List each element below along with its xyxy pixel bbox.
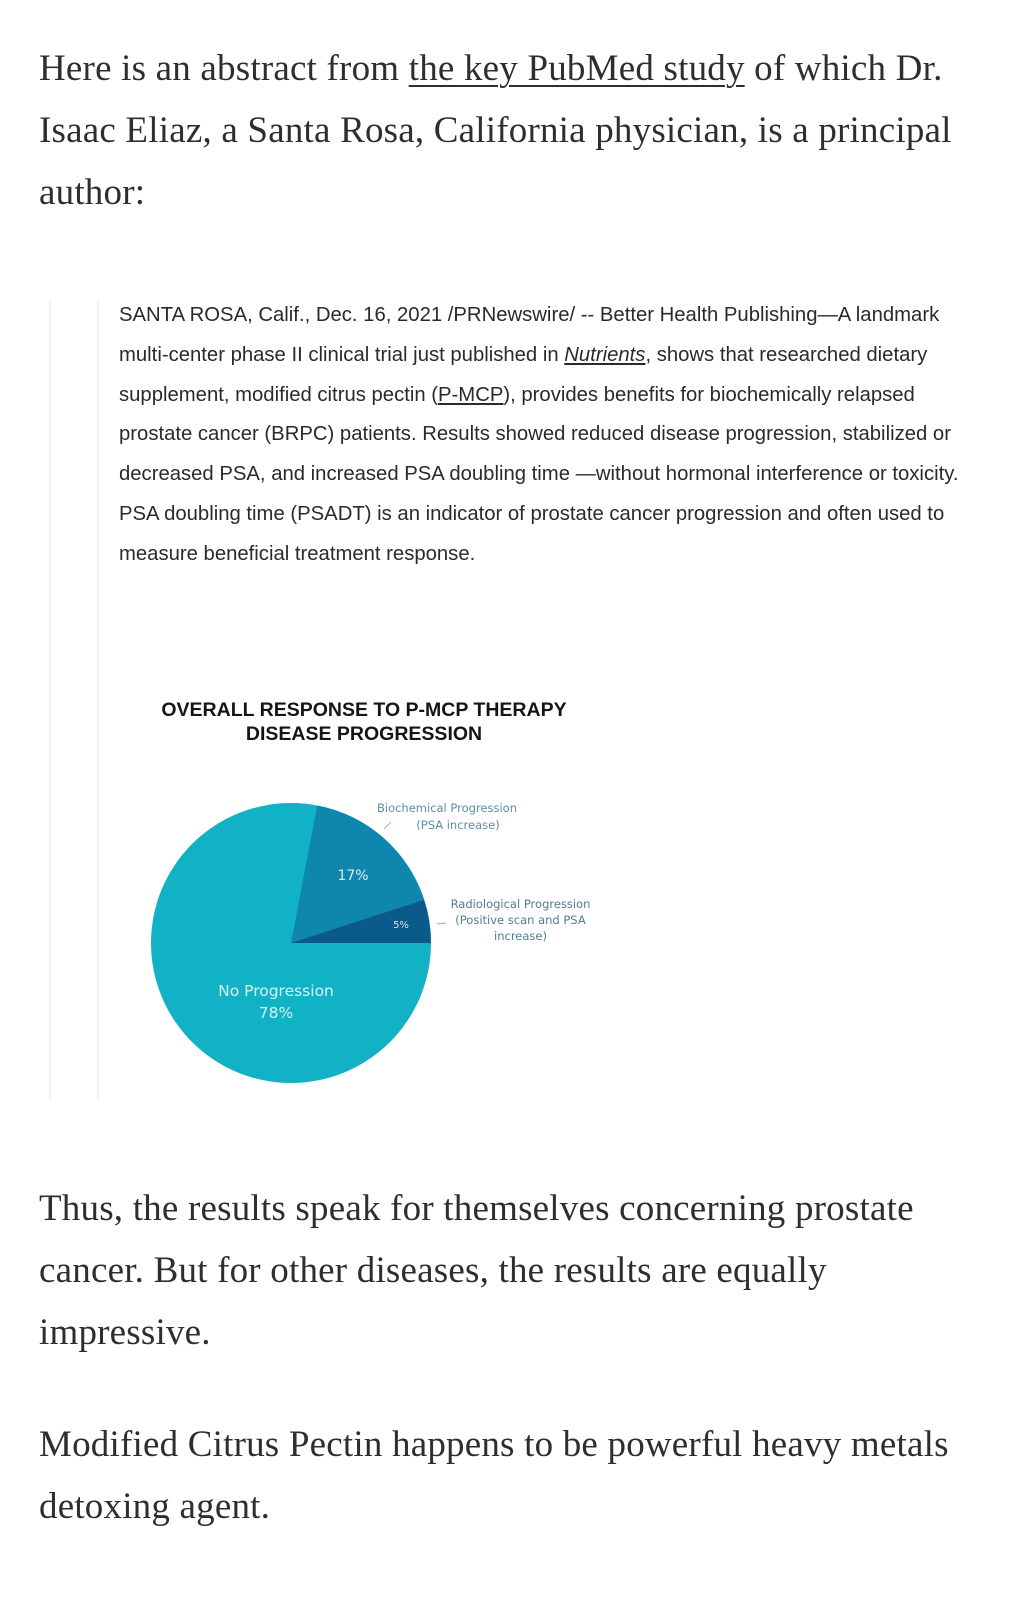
label-pct-no-progression: 78% (258, 1004, 294, 1022)
label-no-progression (196, 980, 356, 1024)
quote-text-1: SANTA ROSA, Calif., Dec. 16, 2021 /PRNewswire/ -- Better Health Publishing—A landmark multi-center phase II clinical trial just published in (119, 304, 940, 366)
label-radiological-line1: Radiological Progression (450, 897, 591, 911)
label-radiological-progression (438, 896, 603, 944)
chart-title-line1: OVERALL RESPONSE TO P-MCP THERAPY (161, 699, 567, 721)
nutrients-link-text: Nutrients (564, 343, 646, 366)
label-biochemical-line1: Biochemical Progression (376, 801, 518, 815)
label-pct-radiological: 5% (393, 920, 409, 931)
label-biochemical-line2: (PSA increase) (416, 818, 500, 832)
pmcp-link[interactable]: P-MCP (438, 383, 504, 406)
intro-text-after: of which Dr. Isaac Eliaz, a Santa Rosa, California physician, is a principal author: (39, 48, 952, 213)
results-paragraph: Thus, the results speak for themselves concerning prostate cancer. But for other diseases, the results are equally impressive. (39, 1188, 914, 1353)
intro-text-before: Here is an abstract from (39, 48, 409, 89)
label-biochemical-progression (362, 800, 532, 834)
quote-text-2: , shows that researched dietary supplement, modified citrus pectin ( (119, 343, 928, 406)
label-pct-biochemical: 17% (337, 868, 369, 884)
quote-text-3: ), provides benefits for biochemically relapsed prostate cancer (BRPC) patients. Results showed reduced disease progression, stabilized or decreased PSA, and increased PSA doubling time —without hormonal interference or toxicity. PSA doubling time (PSADT) is an indicator of prostate cancer progression and often used to measure beneficial treatment response. (119, 383, 959, 565)
label-no-progression-text: No Progression (218, 982, 334, 1000)
mcp-paragraph: Modified Citrus Pectin happens to be powerful heavy metals detoxing agent. (39, 1424, 949, 1527)
label-radiological-line3: increase) (494, 929, 547, 943)
pubmed-study-link[interactable]: the key PubMed study (408, 48, 745, 89)
label-radiological-line2: (Positive scan and PSA (455, 913, 586, 927)
chart-title-line2: DISEASE PROGRESSION (245, 723, 483, 745)
